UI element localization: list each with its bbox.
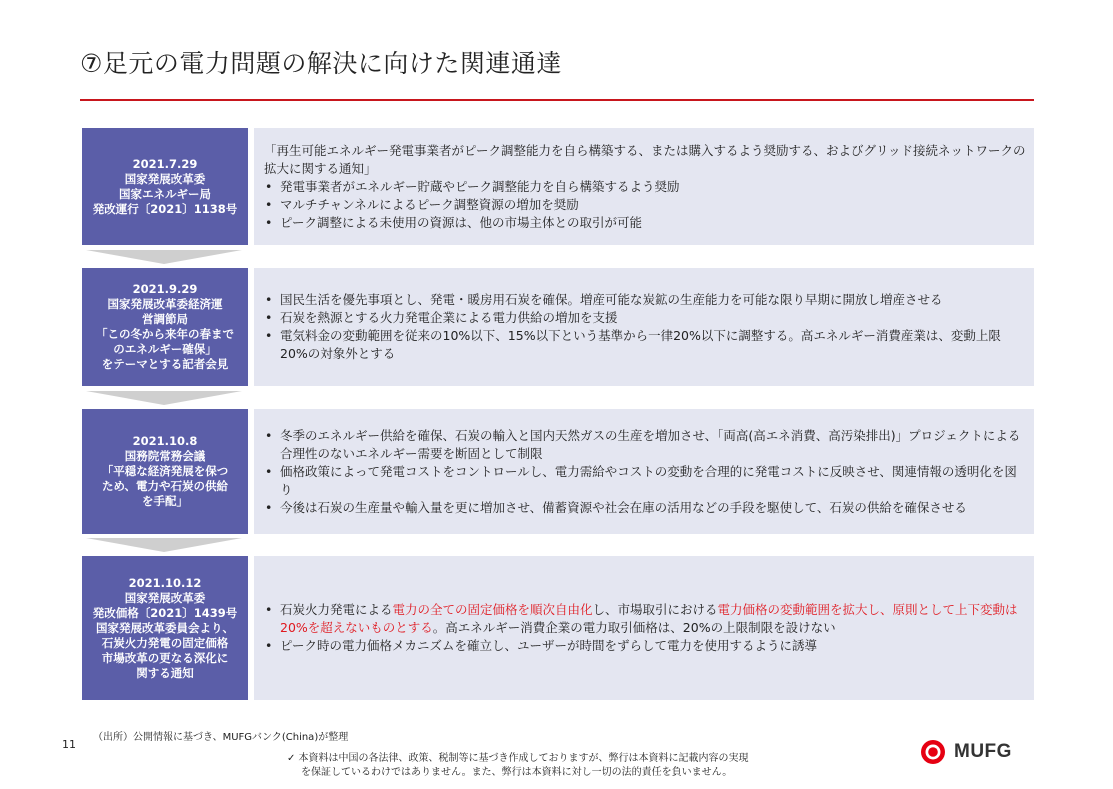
label-line: 国家発展改革委 [124, 590, 206, 605]
title-divider [80, 99, 1034, 101]
bullet-item: • 国民生活を優先事項とし、発電・暖房用石炭を確保。増産可能な炭鉱の生産能力を可能な限り早期に開放し増産させる [262, 291, 1026, 309]
bullet-text: 石炭火力発電による [280, 602, 393, 617]
label-line: 発改運行〔2021〕1138号 [92, 201, 238, 216]
disclaimer-line: を保証しているわけではありません。また、弊行は本資料に対し一切の法的責任を負いません。 [301, 767, 733, 778]
label-line: 国家エネルギー局 [119, 186, 211, 201]
notice-label-1 [82, 128, 248, 245]
bullet-text: し、市場取引における [592, 602, 718, 617]
label-line: 国家発展改革委員会より、 [96, 620, 234, 635]
label-line: 2021.9.29 [132, 282, 198, 296]
mufg-logo [920, 739, 1012, 765]
label-line: 市場改革の更なる深化に [101, 650, 229, 665]
label-line: 国家発展改革委 [124, 171, 206, 186]
bullet-list [262, 291, 1026, 363]
label-line: 関する通知 [136, 665, 194, 680]
page-title: ⑦足元の電力問題の解決に向けた関連通達 [80, 49, 562, 78]
bullet-text: 。高エネルギー消費企業の電力取引価格は、20%の上限制限を設けない [432, 620, 836, 635]
notice-label-3 [82, 409, 248, 534]
label-line: 2021.10.8 [132, 434, 198, 448]
notice-content-1 [254, 128, 1034, 245]
bullet-item: • ピーク調整による未使用の資源は、他の市場主体との取引が可能 [262, 214, 1026, 232]
bullet-item: • 今後は石炭の生産量や輸入量を更に増加させ、備蓄資源や社会在庫の活用などの手段を駆使して、石炭の供給を確保させる [262, 499, 1026, 517]
bullet-item: • 発電事業者がエネルギー貯蔵やピーク調整能力を自ら構築するよう奨励 [262, 178, 1026, 196]
notice-content-4 [254, 556, 1034, 700]
label-line: ため、電力や石炭の供給 [101, 479, 229, 493]
label-line: 2021.7.29 [132, 156, 198, 171]
label-line: のエネルギー確保」 [113, 342, 217, 356]
down-arrow-icon [86, 250, 242, 264]
label-line: をテーマとする記者会見 [101, 357, 229, 371]
label-line: 「平穏な経済発展を保つ [101, 464, 229, 478]
notice-row-4 [82, 556, 1034, 700]
bullet-item [262, 601, 1026, 637]
page-number: 11 [62, 738, 76, 751]
notice-row-3 [82, 409, 1034, 534]
bullet-list [262, 601, 1026, 655]
down-arrow-icon [86, 538, 242, 552]
bullet-item: • 価格政策によって発電コストをコントロールし、電力需給やコストの変動を合理的に発電コストに反映させ、関連情報の透明化を図り [262, 463, 1026, 499]
disclaimer [287, 752, 749, 780]
source-note: （出所）公開情報に基づき、MUFGバンク(China)が整理 [93, 732, 349, 743]
bullet-item: • 電気料金の変動範囲を従来の10%以下、15%以下という基準から一律20%以下に調整する。高エネルギー消費産業は、変動上限20%の対象外とする [262, 327, 1026, 363]
bullet-item: • 石炭を熱源とする火力発電企業による電力供給の増加を支援 [262, 309, 1026, 327]
disclaimer-line: ✓ 本資料は中国の各法律、政策、税制等に基づき作成しておりますが、弊行は本資料に記載内容の実現 [287, 753, 749, 764]
notice-row-2 [82, 268, 1034, 386]
bullet-item: • ピーク時の電力価格メカニズムを確立し、ユーザーが時間をずらして電力を使用するように誘導 [262, 637, 1026, 655]
highlight-text: 電力の全ての固定価格を順次自由化 [392, 602, 593, 617]
notice-content-2 [254, 268, 1034, 386]
label-line: 石炭火力発電の固定価格 [101, 635, 229, 650]
label-line: 2021.10.12 [128, 575, 202, 590]
label-line: 発改価格〔2021〕1439号 [92, 605, 238, 620]
bullet-list [262, 178, 1026, 232]
label-line: 国家発展改革委経済運 [107, 297, 223, 311]
label-line: 営調節局 [142, 312, 188, 326]
logo-text: MUFG [954, 741, 1012, 762]
label-line: 国務院常務会議 [124, 449, 206, 463]
bullet-item: • マルチチャンネルによるピーク調整資源の増加を奨励 [262, 196, 1026, 214]
bullet-list [262, 427, 1026, 517]
down-arrow-icon [86, 391, 242, 405]
notice-intro: 「再生可能エネルギー発電事業者がピーク調整能力を自ら構築する、または購入するよう奨励する、およびグリッド接続ネットワークの拡大に関する通知」 [264, 142, 1026, 176]
label-line: を手配」 [142, 494, 188, 508]
mufg-logo-mark-icon [920, 739, 946, 765]
bullet-item: • 冬季のエネルギー供給を確保、石炭の輸入と国内天然ガスの生産を増加させ、「両高(高エネ消費、高汚染排出)」プロジェクトによる合理性のないエネルギー需要を断固として制限 [262, 427, 1026, 463]
notice-row-1 [82, 128, 1034, 245]
notice-label-2 [82, 268, 248, 386]
notice-label-4 [82, 556, 248, 700]
notice-content-3 [254, 409, 1034, 534]
highlight-text: 電力価格の変動範囲を拡大し、原則として上下変動は20%を超えないものとする [280, 602, 1018, 635]
label-line: 「この冬から来年の春まで [96, 327, 234, 341]
